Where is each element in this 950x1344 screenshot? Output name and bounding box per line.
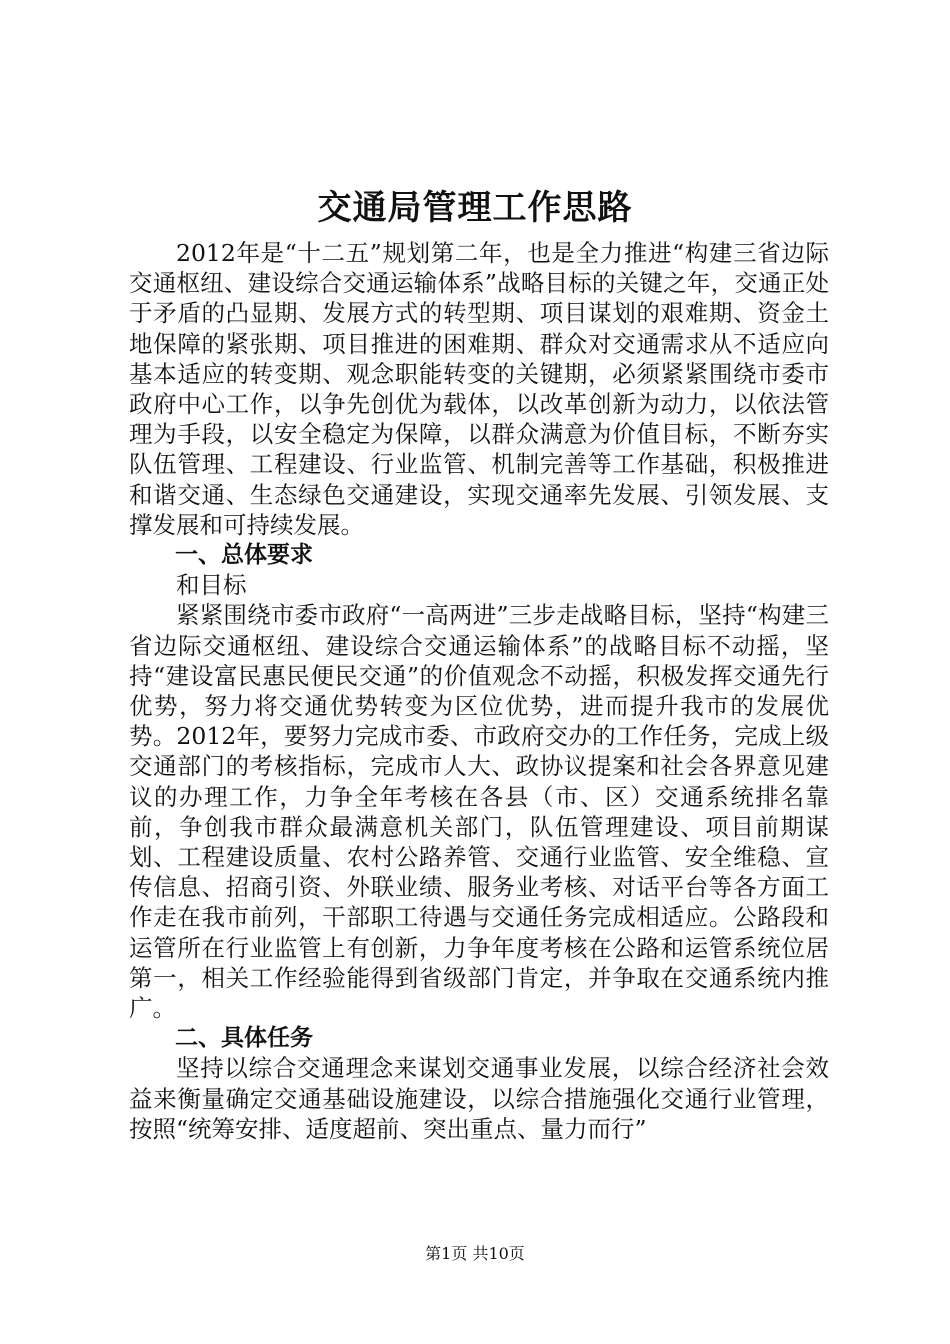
document-title: 交通局管理工作思路 bbox=[317, 188, 633, 228]
section-1-paragraph: 紧紧围绕市委市政府“一高两进”三步走战略目标，坚持“构建三省边际交通枢纽、建设综合交通运输体系”的战略目标不动摇，坚持“建设富民惠民便民交通”的价值观念不动摇，积极发挥交通先行优势，努力将交通优势转变为区位优势，进而提升我市的发展优势。2012年，要努力完成市委、市政府交办的工作任务，完成上级交通部门的考核指标，完成市人大、政协议提案和社会各界意见建议的办理工作，力争全年考核在各县（市、区）交通系统排名靠前，争创我市群众最满意机关部门，队伍管理建设、项目前期谋划、工程建设质量、农村公路养管、交通行业监管、安全维稳、宣传信息、招商引资、外联业绩、服务业考核、对话平台等各方面工作走在我市前列，干部职工待遇与交通任务完成相适应。公路段和运管所在行业监管上有创新，力争年度考核在公路和运管系统位居第一，相关工作经验能得到省级部门肯定，并争取在交通系统内推广。 bbox=[129, 601, 829, 1023]
page-footer: 第1页 共10页 bbox=[425, 1244, 525, 1263]
intro-paragraph: 2012年是“十二五”规划第二年，也是全力推进“构建三省边际交通枢纽、建设综合交通运输体系”战略目标的关键之年，交通正处于矛盾的凸显期、发展方式的转型期、项目谋划的艰难期、资金土地保障的紧张期、项目推进的困难期、群众对交通需求从不适应向基本适应的转变期、观念职能转变的关键期，必须紧紧围绕市委市政府中心工作，以争先创优为载体，以改革创新为动力，以依法管理为手段，以安全稳定为保障，以群众满意为价值目标，不断夯实队伍管理、工程建设、行业监管、机制完善等工作基础，积极推进和谐交通、生态绿色交通建设，实现交通率先发展、引领发展、支撑发展和可持续发展。 bbox=[129, 239, 829, 539]
document-body bbox=[129, 238, 829, 1144]
section-1-heading: 一、总体要求 bbox=[175, 542, 313, 569]
section-1-subline: 和目标 bbox=[176, 571, 247, 600]
section-2-paragraph: 坚持以综合交通理念来谋划交通事业发展，以综合经济社会效益来衡量确定交通基础设施建设，以综合措施强化交通行业管理，按照“统筹安排、适度超前、突出重点、量力而行” bbox=[129, 1054, 829, 1143]
section-2-heading: 二、具体任务 bbox=[175, 1025, 313, 1052]
